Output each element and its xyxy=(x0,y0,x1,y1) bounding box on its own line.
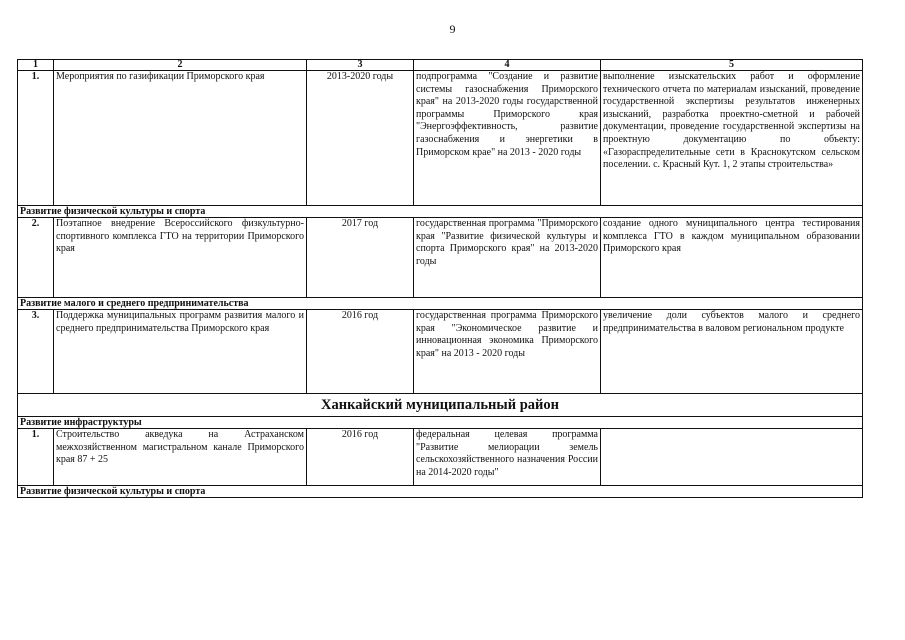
table-row xyxy=(18,71,863,206)
program-text: федеральная целевая программа "Развитие мелиорации земель сельскохозяйственного назначения России на 2014-2020 годы" xyxy=(416,429,598,478)
result-text: создание одного муниципального центра тестирования комплекса ГТО в каждом муниципальном образовании Приморского края xyxy=(603,218,860,255)
event-text: Строительство акведука на Астраханском межхозяйственном магистральном канале Приморского края 87 + 25 xyxy=(56,429,304,466)
program-text: государственная программа "Приморского края "Развитие физической культуры и спорта Приморского края" на 2013-2020 годы xyxy=(416,218,598,267)
district-title: Ханкайский муниципальный район xyxy=(18,394,863,417)
result-text: выполнение изыскательских работ и оформление технического отчета по материалам изысканий, проведение государственной экспертизы результатов инженерных изысканий, разработка проектно-сметной и рабочей документации, проведение государственной экспертизы на проектную документацию по объекту: «Газораспределительные сети в Краснокутском сельском поселении. с. Красный Кут. 1, 2 этапы строительства» xyxy=(603,71,860,171)
header-col-4: 4 xyxy=(414,60,601,71)
section-row xyxy=(18,417,863,429)
program-cell xyxy=(414,218,601,298)
years-cell: 2016 год xyxy=(307,310,414,394)
row-number: 3. xyxy=(18,310,54,394)
table-row xyxy=(18,218,863,298)
years-cell: 2013-2020 годы xyxy=(307,71,414,206)
page-number: 9 xyxy=(449,22,456,36)
header-col-1: 1 xyxy=(18,60,54,71)
program-cell xyxy=(414,71,601,206)
row-number: 1. xyxy=(18,429,54,486)
section-row xyxy=(18,486,863,498)
event-cell xyxy=(54,429,307,486)
measures-table xyxy=(17,59,863,498)
section-title: Развитие малого и среднего предпринимательства xyxy=(18,298,863,310)
section-row xyxy=(18,206,863,218)
result-text: увеличение доли субъектов малого и среднего предпринимательства в валовом региональном продукте xyxy=(603,310,860,334)
header-col-3: 3 xyxy=(307,60,414,71)
program-text: государственная программа Приморского края "Экономическое развитие и инновационная экономика Приморского края" на 2013 - 2020 годы xyxy=(416,310,598,359)
years-cell: 2017 год xyxy=(307,218,414,298)
event-text: Поэтапное внедрение Всероссийского физкультурно-спортивного комплекса ГТО на территории Приморского края xyxy=(56,218,304,255)
result-cell xyxy=(601,218,863,298)
section-title: Развитие физической культуры и спорта xyxy=(18,486,863,498)
program-cell xyxy=(414,310,601,394)
result-cell xyxy=(601,71,863,206)
row-number: 2. xyxy=(18,218,54,298)
event-cell: Мероприятия по газификации Приморского края xyxy=(54,71,307,206)
section-title: Развитие физической культуры и спорта xyxy=(18,206,863,218)
event-cell xyxy=(54,218,307,298)
table-row xyxy=(18,310,863,394)
program-cell xyxy=(414,429,601,486)
row-number: 1. xyxy=(18,71,54,206)
table-row xyxy=(18,429,863,486)
result-cell xyxy=(601,310,863,394)
section-title: Развитие инфраструктуры xyxy=(18,417,863,429)
event-text: Поддержка муниципальных программ развития малого и среднего предпринимательства Приморского края xyxy=(56,310,304,334)
header-col-5: 5 xyxy=(601,60,863,71)
years-cell: 2016 год xyxy=(307,429,414,486)
header-row xyxy=(18,60,863,71)
section-row xyxy=(18,298,863,310)
district-row xyxy=(18,394,863,417)
header-col-2: 2 xyxy=(54,60,307,71)
result-cell xyxy=(601,429,863,486)
program-text: подпрограмма "Создание и развитие системы газоснабжения Приморского края" на 2013-2020 годы государственной программы Приморского края "Энергоэффективность, развитие газоснабжения и энергетики в Приморском крае" на 2013 - 2020 годы xyxy=(416,71,598,158)
event-cell xyxy=(54,310,307,394)
